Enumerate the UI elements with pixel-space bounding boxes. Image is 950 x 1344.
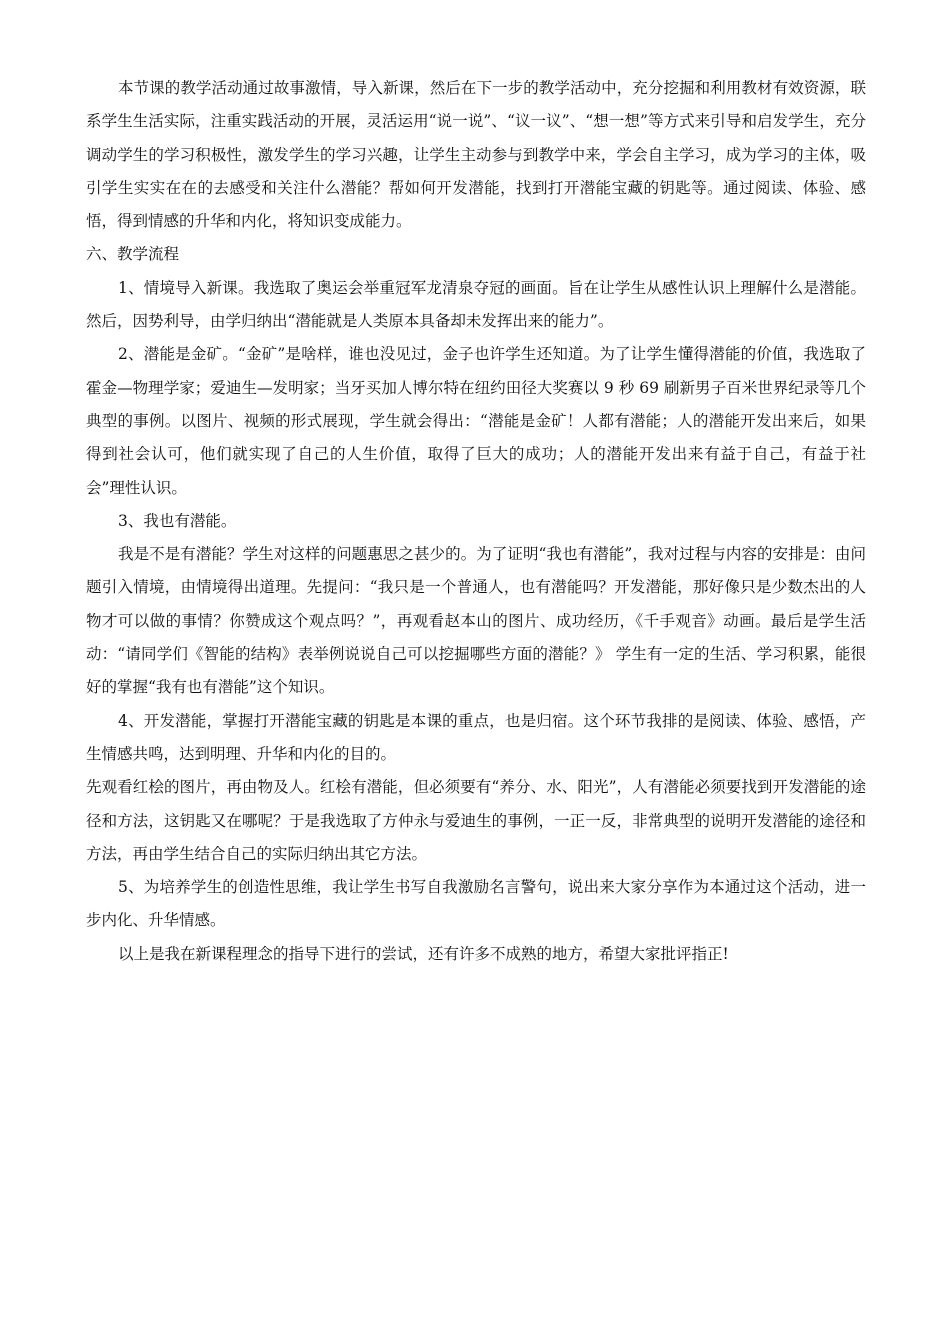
document-body: [86, 72, 866, 971]
paragraph-step-4: 4、开发潜能，掌握打开潜能宝藏的钥匙是本课的重点，也是归宿。这个环节我排的是阅读、体验、感悟，产生情感共鸣，达到明理、升华和内化的目的。: [86, 711, 866, 763]
paragraph-step-1: 1、情境导入新课。我选取了奥运会举重冠军龙清泉夺冠的画面。旨在让学生从感性认识上理解什么是潜能。然后，因势利导，由学归纳出“潜能就是人类原本具备却未发挥出来的能力”。: [86, 278, 866, 331]
paragraph-step-3-title: 3、我也有潜能。: [118, 511, 237, 530]
section-heading-teaching-process: 六、教学流程: [86, 245, 180, 264]
paragraph-step-3-body: 我是不是有潜能？学生对这样的问题惠思之甚少的。为了证明“我也有潜能”，我对过程与内容的安排是：由问题引入情境，由情境得出道理。先提问：“我只是一个普通人，也有潜能吗？开发潜能，那好像只是少数杰出的人物才可以做的事情？你赞成这个观点吗？”，再观看赵本山的图片、成功经历，《千手观音》动画。最后是学生活动：“请同学们《智能的结构》表举例说说自己可以挖掘哪些方面的潜能？》 学生有一定的生活、学习积累，能很好的掌握“我有也有潜能”这个知识。: [86, 545, 866, 697]
paragraph-closing: 以上是我在新课程理念的指导下进行的尝试，还有许多不成熟的地方，希望大家批评指正!: [118, 944, 729, 963]
paragraph-step-5: 5、为培养学生的创造性思维，我让学生书写自我激励名言警句，说出来大家分享作为本通过这个活动，进一步内化、升华情感。: [86, 878, 866, 930]
paragraph-intro: 本节课的教学活动通过故事激情，导入新课，然后在下一步的教学活动中，充分挖掘和利用教材有效资源，联系学生生活实际，注重实践活动的开展，灵活运用“说一说”、“议一议”、“想一想”等方式来引导和启发学生，充分调动学生的学习积极性，激发学生的学习兴趣，让学生主动参与到教学中来，学会自主学习，成为学习的主体，吸引学生实实在在的去感受和关注什么潜能？帮如何开发潜能，找到打开潜能宝藏的钥匙等。通过阅读、体验、感悟，得到情感的升华和内化，将知识变成能力。: [86, 79, 866, 231]
paragraph-step-2: 2、潜能是金矿。“金矿”是啥样，谁也没见过，金子也许学生还知道。为了让学生懂得潜能的价值，我选取了霍金—物理学家；爱迪生—发明家；当牙买加人博尔特在纽约田径大奖赛以 9 秒 69 刷新男子百米世界纪录等几个典型的事例。以图片、视频的形式展现，学生就会得出：“潜能是金矿！人都有潜能；人的潜能开发出来后，如果得到社会认可，他们就实现了自己的人生价值，取得了巨大的成功；人的潜能开发出来有益于自己，有益于社会”理性认识。: [86, 345, 866, 497]
paragraph-step-4-body: 先观看红桧的图片，再由物及人。红桧有潜能，但必须要有“养分、水、阳光”，人有潜能必须要找到开发潜能的途径和方法，这钥匙又在哪呢？于是我选取了方仲永与爱迪生的事例，一正一反，非常典型的说明开发潜能的途径和方法，再由学生结合自己的实际归纳出其它方法。: [86, 778, 866, 863]
